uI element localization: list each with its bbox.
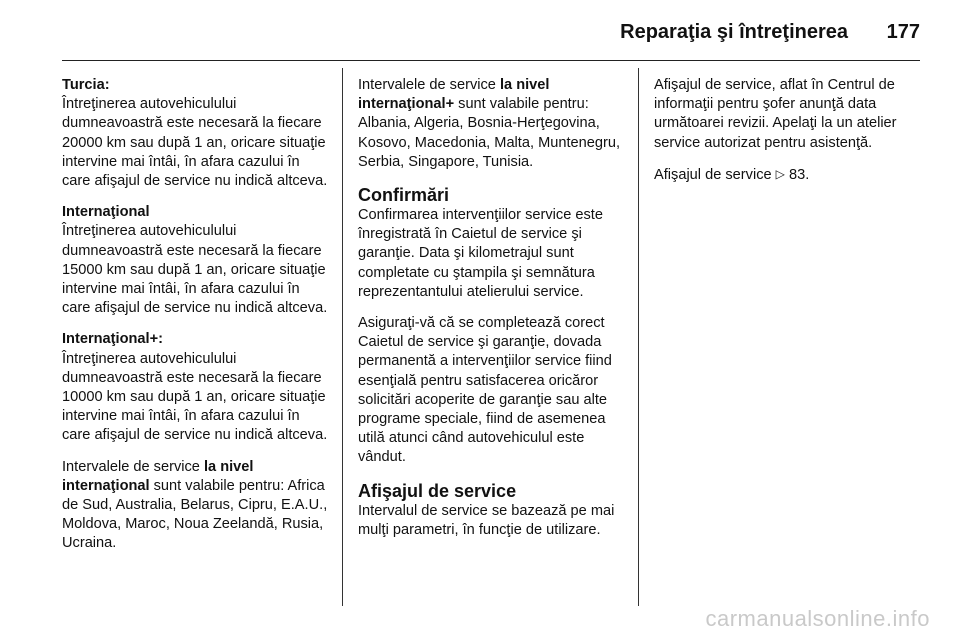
international-plus-paragraph: Întreţinerea autovehiculului dumneavoastră este necesară la fiecare 10000 km sau după 1 an, oricare situaţie intervine mai întâi, în afara cazului în care afişajul de service nu indică altceva. bbox=[62, 350, 328, 444]
intervals-international-plus-paragraph bbox=[358, 76, 624, 172]
afisajul-heading: Afişajul de service bbox=[358, 480, 517, 501]
confirmari-heading: Confirmări bbox=[358, 185, 450, 206]
page-reference-paragraph bbox=[654, 165, 920, 185]
international-paragraph: Întreţinerea autovehiculului dumneavoastră este necesară la fiecare 15000 km sau după 1 an, oricare situaţie intervine mai întâi, în afara cazului în care afişajul de service nu indică altceva. bbox=[62, 223, 328, 317]
turcia-paragraph: Întreţinerea autovehiculului dumneavoastră este necesară la fiecare 20000 km sau după 1 an, oricare situaţie intervine mai întâi, în afara cazului în care afişajul de service nu indică altceva. bbox=[62, 96, 328, 190]
page-number: 177 bbox=[886, 21, 920, 43]
afisajul-paragraph: Intervalul de service se bazează pe mai mulţi parametri, în funcţie de utilizare. bbox=[358, 502, 615, 538]
afisajul-continued-paragraph: Afişajul de service, aflat în Centrul de informaţii pentru şofer anunţă data următoarei revizii. Apelaţi la un atelier service autorizat pentru asistenţă. bbox=[654, 77, 897, 151]
intervals-international-paragraph bbox=[62, 458, 332, 554]
intervals-bold: la nivel internaţional bbox=[62, 458, 254, 494]
intervals-plus-suffix: sunt valabile pentru: Albania, Algeria, Bosnia-Herţegovina, Kosovo, Macedonia, Malta, Muntenegru, Serbia, Singapore, Tunisia. bbox=[358, 96, 621, 170]
intervals-prefix: Intervalele de service bbox=[62, 458, 204, 475]
page-header-title: Reparaţia şi întreţinerea bbox=[620, 21, 848, 43]
column-1 bbox=[62, 76, 332, 566]
international-plus-label: Internaţional+: bbox=[62, 331, 163, 348]
turcia-label: Turcia: bbox=[62, 77, 110, 93]
column-divider-1 bbox=[342, 68, 343, 606]
confirmari-paragraph: Confirmarea intervenţiilor service este înregistrată în Caietul de service şi garanţie. Data şi kilometrajul sunt completate cu ştampila şi semnătura reprezentantului atelierului service. bbox=[358, 207, 603, 300]
international-label: Internaţional bbox=[62, 204, 150, 221]
intervals-plus-bold: la nivel internaţional+ bbox=[358, 77, 550, 113]
asigurati-paragraph: Asiguraţi-vă că se completează corect Caietul de service şi garanţie, dovada permanentă a intervenţiilor service fiind esenţială pentru satisfacerea oricăror solicitări acoperite de garanţie sau alte programe speciale, fiind de asemenea utilă atunci când autovehiculul este vândut. bbox=[358, 315, 612, 466]
watermark: carmanualsonline.info bbox=[705, 606, 930, 631]
ref-prefix: Afişajul de service bbox=[654, 166, 776, 183]
column-2 bbox=[358, 76, 624, 552]
column-3 bbox=[654, 76, 920, 197]
ref-page-number[interactable]: 83. bbox=[784, 166, 810, 183]
header-divider bbox=[62, 60, 920, 61]
page-reference-icon: ▷ bbox=[775, 166, 785, 181]
intervals-plus-prefix: Intervalele de service bbox=[358, 77, 500, 93]
intervals-suffix: sunt valabile pentru: Africa de Sud, Australia, Belarus, Cipru, E.A.U., Moldova, Maroc, Noua Zeelandă, Rusia, Ucraina. bbox=[62, 477, 328, 552]
column-divider-2 bbox=[638, 68, 639, 606]
